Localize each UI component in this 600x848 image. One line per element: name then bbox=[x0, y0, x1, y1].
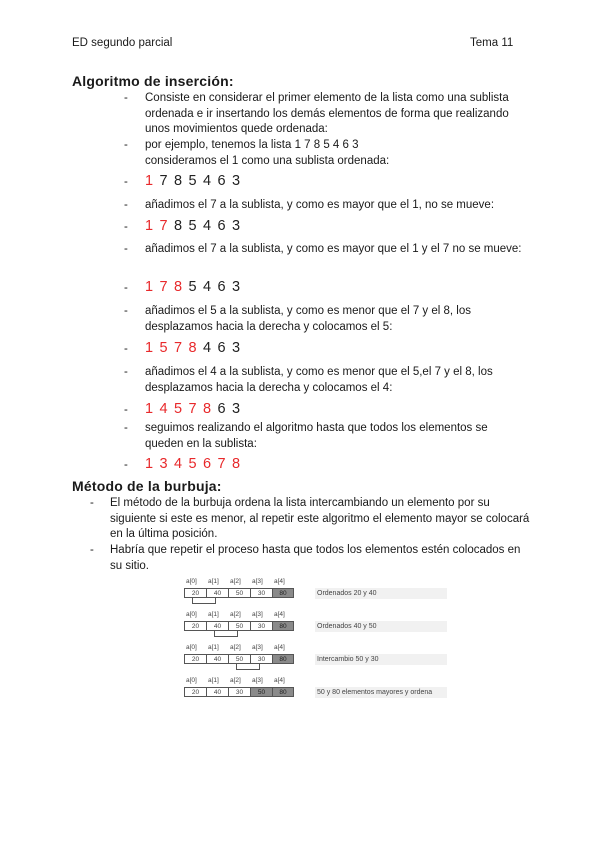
figure-cell: 80 bbox=[272, 654, 294, 664]
figure-index-label: a[4] bbox=[274, 677, 285, 684]
figure-cell: 40 bbox=[206, 621, 228, 631]
bubble-item-0: - El método de la burbuja ordena la lista intercambiando un elemento por su siguiente si este es menor, al repetir este algoritmo el elemento mayor se colocará en la última posición. bbox=[90, 497, 530, 540]
figure-index-label: a[2] bbox=[230, 677, 241, 684]
figure-index-label: a[2] bbox=[230, 578, 241, 585]
figure-cell: 80 bbox=[272, 687, 294, 697]
header-course: ED segundo parcial bbox=[72, 37, 173, 49]
figure-cell: 20 bbox=[184, 687, 206, 697]
figure-cell: 40 bbox=[206, 588, 228, 598]
figure-cell: 30 bbox=[250, 654, 272, 664]
insertion-item-7: - añadimos el 5 a la sublista, y como es menor que el 7 y el 8, los desplazamos hacia la derecha y colocamos el 5: bbox=[124, 305, 472, 333]
figure-row-note: Ordenados 40 y 50 bbox=[315, 621, 447, 632]
bubble-title: Método de la burbuja: bbox=[72, 478, 222, 494]
bubble-item-1: - Habría que repetir el proceso hasta que todos los elementos estén colocados en su sitio. bbox=[90, 544, 521, 572]
figure-cell: 50 bbox=[228, 621, 250, 631]
insertion-item-1: - por ejemplo, tenemos la lista 1 7 8 5 4 6 3 consideramos el 1 como una sublista ordenada: bbox=[124, 139, 390, 167]
figure-index-label: a[4] bbox=[274, 611, 285, 618]
figure-index-label: a[2] bbox=[230, 644, 241, 651]
figure-index-label: a[3] bbox=[252, 611, 263, 618]
figure-row-note: Ordenados 20 y 40 bbox=[315, 588, 447, 599]
figure-cell: 20 bbox=[184, 621, 206, 631]
figure-cell: 50 bbox=[228, 654, 250, 664]
figure-index-label: a[2] bbox=[230, 611, 241, 618]
header-topic: Tema 11 bbox=[470, 37, 514, 49]
figure-index-label: a[0] bbox=[186, 644, 197, 651]
insertion-item-11: - seguimos realizando el algoritmo hasta que todos los elementos se queden en la sublista: bbox=[124, 422, 488, 450]
figure-cell: 30 bbox=[250, 621, 272, 631]
figure-swap-brace bbox=[192, 598, 216, 604]
figure-cell: 30 bbox=[250, 588, 272, 598]
figure-swap-brace bbox=[214, 631, 238, 637]
figure-cell: 20 bbox=[184, 654, 206, 664]
figure-cell: 50 bbox=[228, 588, 250, 598]
figure-index-label: a[3] bbox=[252, 578, 263, 585]
figure-index-label: a[4] bbox=[274, 578, 285, 585]
figure-row-note: 50 y 80 elementos mayores y ordena bbox=[315, 687, 447, 698]
figure-cell: 40 bbox=[206, 654, 228, 664]
figure-index-label: a[3] bbox=[252, 677, 263, 684]
figure-cell: 20 bbox=[184, 588, 206, 598]
insertion-item-3: - añadimos el 7 a la sublista, y como es mayor que el 1, no se mueve: bbox=[124, 199, 495, 211]
figure-index-label: a[3] bbox=[252, 644, 263, 651]
figure-swap-brace bbox=[236, 664, 260, 670]
document-page: ED segundo parcial Tema 11 Algoritmo de inserción: - Consiste en considerar el primer elemento de la lista como una sublista ordenada e ir insertando los demás elementos de forma que realizando unos movimientos quede ordenada: - por ejemplo, tenemos la lista 1 7 8 5 4 6 3 consideramos el 1 como una sublista ordenada: - 1 7 8 5 4 6 3 - añadimos el 7 a la sublista, y como es mayor que el 1, no se mueve: - 1 7 8 5 4 6 3 - añadimos el 7 a la sublista, y como es mayor que el 1 y el 7 no se mueve: - 1 7 8 5 4 6 3 - añadimos el 5 a la sublista, y como es menor que el 7 y el 8, los desplazamos hacia la derecha y colocamos el 5: - 1 5 7 8 4 6 3 - añadimos el 4 a la sublista, y como es menor que el 5,el 7 y el 8, los desplazamos hacia la derecha y colocamos el 4: - 1 4 5 7 8 6 3 - seguimos realizando el algoritmo hasta que todos los elementos se queden en la sublista: - 1 3 4 5 6 7 8 Método de la burbuja: - El método de la burbuja ordena la lista intercambiando un elemento por su siguiente si este es menor, al repetir este algoritmo el elemento mayor se colocará en la última posición. - Habría que repetir el proceso hasta que todos los elementos estén colocados en su sitio. a[0] a[1] a[2] a[3] a[4] 20 40 50 30 80 Ordenados 20 y 40 a[0] a[1] a[2] a[3] a[4] 20 40 50 30 80 Ordenados 40 y 50 a[0] a[1] a[2] a[3] a[4] 20 40 50 30 80 Intercambio 50 y 30 a[0] a[1] a[2] a[3] a[4] 20 40 30 50 80 50 y 80 elementos mayores y ordena bbox=[0, 0, 600, 848]
figure-cell: 50 bbox=[250, 687, 272, 697]
figure-index-label: a[1] bbox=[208, 677, 219, 684]
figure-cell: 40 bbox=[206, 687, 228, 697]
figure-index-label: a[1] bbox=[208, 644, 219, 651]
figure-index-label: a[0] bbox=[186, 578, 197, 585]
figure-index-label: a[4] bbox=[274, 644, 285, 651]
insertion-item-0: - Consiste en considerar el primer elemento de la lista como una sublista ordenada e ir insertando los demás elementos de forma que realizando unos movimientos quede ordenada: bbox=[124, 92, 509, 135]
figure-cell: 80 bbox=[272, 621, 294, 631]
insertion-item-9: - añadimos el 4 a la sublista, y como es menor que el 5,el 7 y el 8, los desplazamos hacia la derecha y colocamos el 4: bbox=[124, 366, 493, 394]
insertion-item-5: - añadimos el 7 a la sublista, y como es mayor que el 1 y el 7 no se mueve: bbox=[124, 243, 522, 255]
bubble-sort-figure bbox=[180, 578, 440, 723]
insertion-title: Algoritmo de inserción: bbox=[72, 73, 234, 89]
figure-index-label: a[1] bbox=[208, 611, 219, 618]
figure-index-label: a[0] bbox=[186, 611, 197, 618]
figure-cell: 30 bbox=[228, 687, 250, 697]
figure-index-label: a[0] bbox=[186, 677, 197, 684]
figure-row-note: Intercambio 50 y 30 bbox=[315, 654, 447, 665]
figure-index-label: a[1] bbox=[208, 578, 219, 585]
figure-cell: 80 bbox=[272, 588, 294, 598]
